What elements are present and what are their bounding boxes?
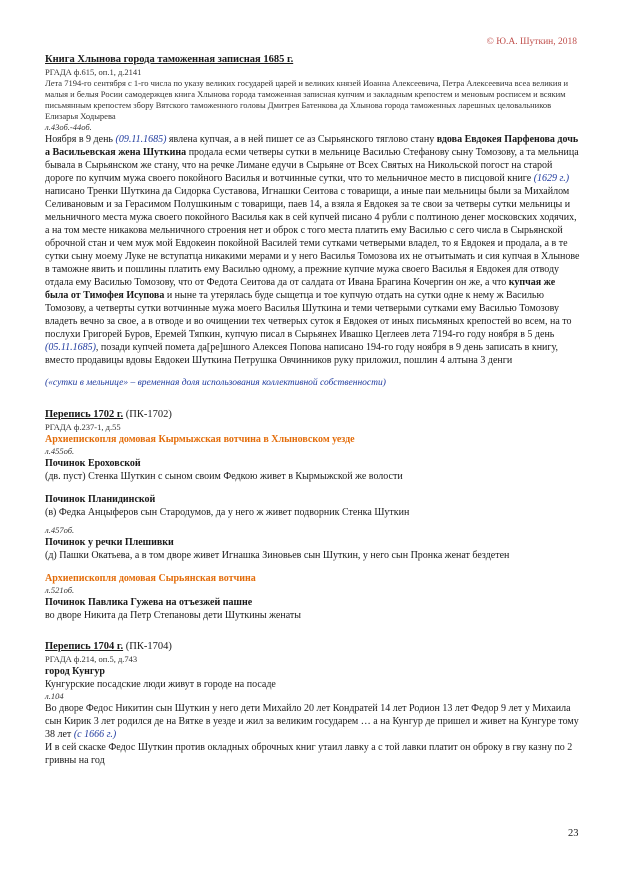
section3-body xyxy=(45,702,580,741)
date-link: (1629 г.) xyxy=(533,173,570,184)
folio: л.521об. xyxy=(45,585,75,595)
section1-body xyxy=(45,133,580,367)
section3-code: (ПК-1704) xyxy=(125,641,172,652)
city-name: город Кунгур xyxy=(45,666,105,677)
village-text: во дворе Никита да Петр Степановы дети Шуткины женаты xyxy=(45,610,301,621)
text-run: и ныне та утерялась буде сыщетца и тое купчую отдать на сутки одне к нему ж Василью Томозову, а четверты сутки вотчинные мужа моего Василья Шуткина и теми четверыми сутками ему Василью Томозову владеть вечно за свое, а в отводе и во очищении тех четверых суток я Евдокея от иных письмяных крепостей во всем, на то послухи Григорей Буров, Еремей Тяпкин, купчую писал в Сырьянех Ивашко Цеглеев лета 7194-го году ноября в 5 день xyxy=(45,290,572,340)
section1-description: Лета 7194-го сентября с 1-го числа по указу великих государей царей и великих князей Иоанна Алексеевича, Петра Алексеевича всеа великия и малыя и белыя Росии самодержцев книга Хлынова города таможенная записная купчим и закладным крепостем и меновым росписем и всяким письмянным крепостем збору Вятского таможенного головы Дмитрея Батенкова да Хлынова города таможенных ларешных целовальников Елизарья Ходырева xyxy=(45,78,569,121)
section2-title: Перепись 1702 г. xyxy=(45,409,124,420)
section2-archive: РГАДА ф.237-1, д.55 xyxy=(45,422,121,432)
text-run: продала есми четверы сутки в мельнице Василью Стефанову сыну Томозову, а та мельница бывала в Сырьянском же стану, что на речке Лимане едучи в Сырьяне от Всех Святых на Никольской погост на старой дороге по купчим мужа своего покойного Василья и вотчинные сутки, что то мельничное место в писцовой книге xyxy=(45,147,579,184)
text-run: , позади купчей помета да[ре]шного Алексея Попова написано 194-го году ноября в 9 день записать в книгу, вместо продавицы вдовы Евдокеи Шуткина Петрушка Овчинников руку приложил, пошлин 4 алтына 3 денги xyxy=(45,342,559,366)
text-run: явлена купчая, а в ней пишет се аз Сырьянского тяглово стану xyxy=(166,134,437,145)
page-number: 23 xyxy=(568,828,579,839)
date-link: (05.11.1685) xyxy=(45,342,96,353)
copyright: © Ю.А. Шуткин, 2018 xyxy=(486,37,577,47)
village-text: (д) Пашки Окатьева, а в том дворе живет Игнашка Зиновьев сын Шуткин, у него сын Пронка женат бездетен xyxy=(45,550,510,561)
section3-title: Перепись 1704 г. xyxy=(45,641,124,652)
seller-name: вдова Евдокея Парфенова дочь а Васильевская жена Шуткина xyxy=(45,134,579,158)
village-name: Починок у речки Плешивки xyxy=(45,537,174,548)
text-run: написано Тренки Шуткина да Сидорка Суставова, Игнашки Сеитова с товарищи, а иные паи мельницы были за Михайлом Селивановым и за Герасимом Полушкиным с товарищи, паев 14, а взяла я Евдокея за те свои за четверы сутки мельницы и мельничного места мужа своего покойного Василья как в сей купчей писано 4 рубли с полтиною денег московских ходячих, а на том месте никакова мельничного строения нет и оброк с того места платить ему Василью с сего числа в Сырьянской оброчной стан и чем муж мой Евдокеин покойной Василей теми сутками четверыми владел, то я Евдокея и продала, а в те сутки сыну моему Луке не вступатца никакими мерами и у него Василья Томозова их не отъитымать и сия купчая в Хлынове в таможне явить и пошлины платить ему Василью одному, а прежние купчие мужа своего Василья я Евдокея для отводу отдала ему Василью Томозову, что от Федота Сеитова да от салдата от Ивана Брагина Кочергин он же, а что xyxy=(45,186,580,288)
date-link: (09.11.1685) xyxy=(115,134,167,145)
section2-heading xyxy=(45,408,580,422)
estate-title: Архиепископля домовая Кырмыжская вотчина в Хлыновском уезде xyxy=(45,434,355,445)
village-name: Починок Павлика Гужева на отъезжей пашне xyxy=(45,597,253,608)
deed-reference: купчая же была от Тимофея Исупова xyxy=(45,277,556,301)
section3-body-2: И в сей скаске Федос Шуткин против окладных оброчных книг утаил лавку а с той лавки платит он оброку в гву казну по 2 гривны на год xyxy=(45,742,573,766)
section1-title: Книга Хлынова города таможенная записная 1685 г. xyxy=(45,54,294,65)
village-name: Починок Планидинской xyxy=(45,494,156,505)
section3-heading xyxy=(45,640,580,654)
section2-code: (ПК-1702) xyxy=(125,409,172,420)
village-text: (дв. пуст) Стенка Шуткин с сыном своим Федкою живет в Кырмыжской же волости xyxy=(45,471,403,482)
text-run: Во дворе Федос Никитин сын Шуткин у него дети Михайло 20 лет Кондратей 14 лет Родион 13 лет Федор 9 лет у Михаила сын Кирик 3 лет родился де на Вятке в уезде и жил за великим государем … а на Кунгур де пришел и живет на Кунгуре тому 38 лет xyxy=(45,703,579,740)
estate-title: Архиепископля домовая Сырьянская вотчина xyxy=(45,573,256,584)
folio: л.104 xyxy=(45,691,64,701)
folio: л.457об. xyxy=(45,525,75,535)
village-name: Починок Ероховской xyxy=(45,458,141,469)
section1-note: («сутки в мельнице» – временная доля использования коллективной собственности) xyxy=(45,378,386,388)
section1-archive: РГАДА ф.615, оп.1, д.2141 xyxy=(45,67,142,77)
section1-folio: л.43об.-44об. xyxy=(45,122,92,132)
date-link: (с 1666 г.) xyxy=(73,729,117,740)
village-text: (в) Федка Анцыферов сын Стародумов, да у него ж живет подворник Стенка Шуткин xyxy=(45,507,410,518)
section3-archive: РГАДА ф.214, оп.5, д.743 xyxy=(45,654,138,664)
text-run: Ноября в 9 день xyxy=(45,134,116,145)
city-description: Кунгурские посадские люди живут в городе на посаде xyxy=(45,679,276,690)
folio: л.455об. xyxy=(45,446,75,456)
page-content xyxy=(45,53,580,767)
